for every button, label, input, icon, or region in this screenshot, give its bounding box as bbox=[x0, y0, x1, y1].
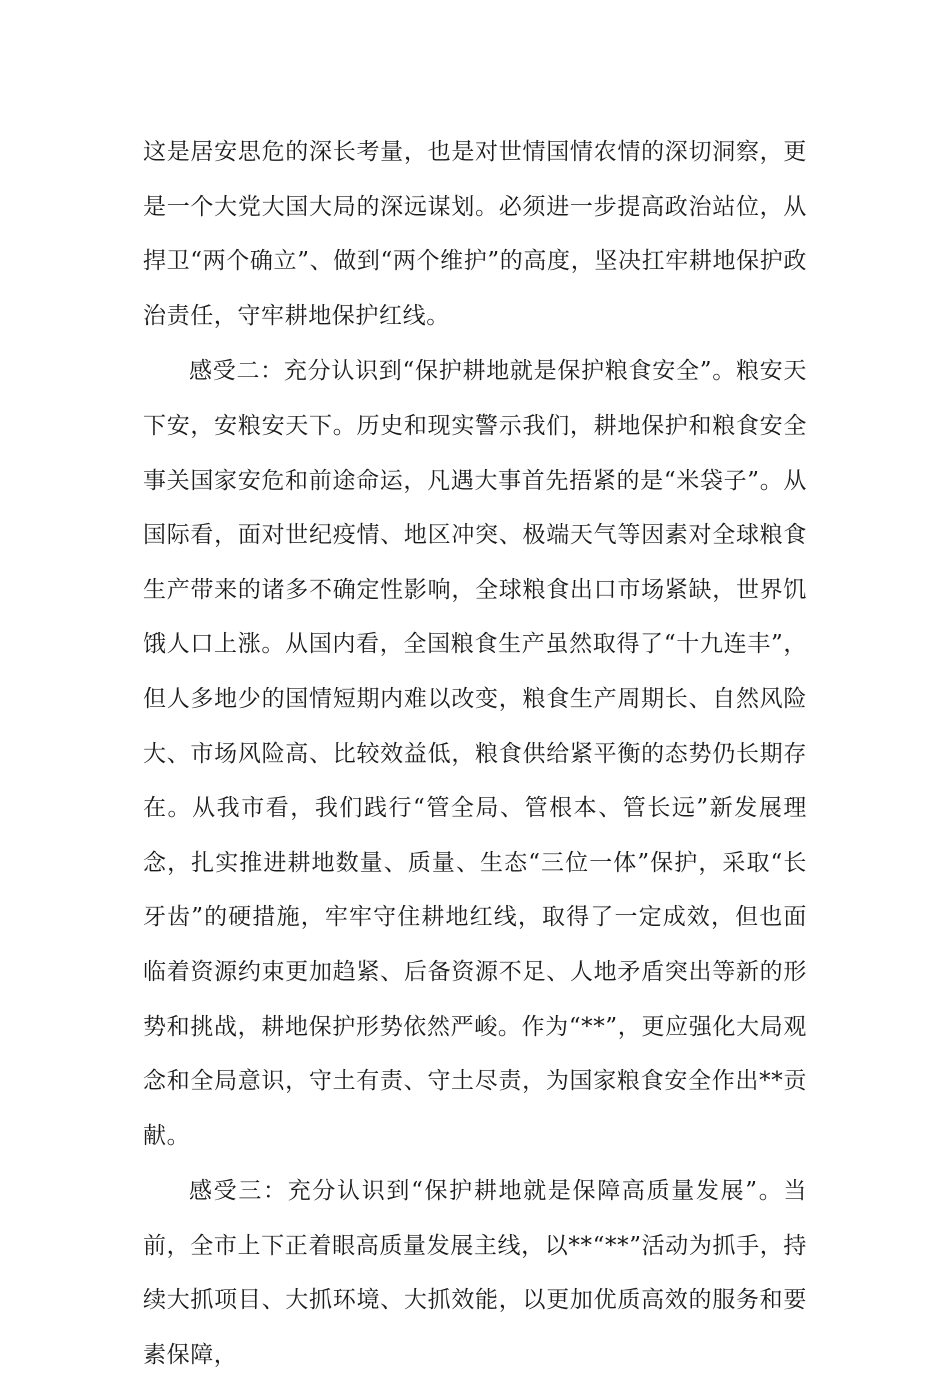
document-body bbox=[143, 125, 807, 1383]
paragraph-continuation: 这是居安思危的深长考量，也是对世情国情农情的深切洞察，更是一个大党大国大局的深远谋划。必须进一步提高政治站位，从捍卫“两个确立”、做到“两个维护”的高度，坚决扛牢耕地保护政治责任，守牢耕地保护红线。 bbox=[143, 139, 807, 329]
paragraph-feeling-three: 感受三：充分认识到“保护耕地就是保障高质量发展”。当前，全市上下正着眼高质量发展主线，以**“**”活动为抓手，持续大抓项目、大抓环境、大抓效能，以更加优质高效的服务和要素保障， bbox=[143, 1178, 807, 1369]
paragraph-feeling-two: 感受二：充分认识到“保护耕地就是保护粮食安全”。粮安天下安，安粮安天下。历史和现实警示我们，耕地保护和粮食安全事关国家安危和前途命运，凡遇大事首先捂紧的是“米袋子”。从国际看，面对世纪疫情、地区冲突、极端天气等因素对全球粮食生产带来的诸多不确定性影响，全球粮食出口市场紧缺，世界饥饿人口上涨。从国内看，全国粮食生产虽然取得了“十九连丰”，但人多地少的国情短期内难以改变，粮食生产周期长、自然风险大、市场风险高、比较效益低，粮食供给紧平衡的态势仍长期存在。从我市看，我们践行“管全局、管根本、管长远”新发展理念，扎实推进耕地数量、质量、生态“三位一体”保护，采取“长牙齿”的硬措施，牢牢守住耕地红线，取得了一定成效，但也面临着资源约束更加趋紧、后备资源不足、人地矛盾突出等新的形势和挑战，耕地保护形势依然严峻。作为“**”，更应强化大局观念和全局意识，守土有责、守土尽责，为国家粮食安全作出**贡献。 bbox=[143, 358, 807, 1149]
